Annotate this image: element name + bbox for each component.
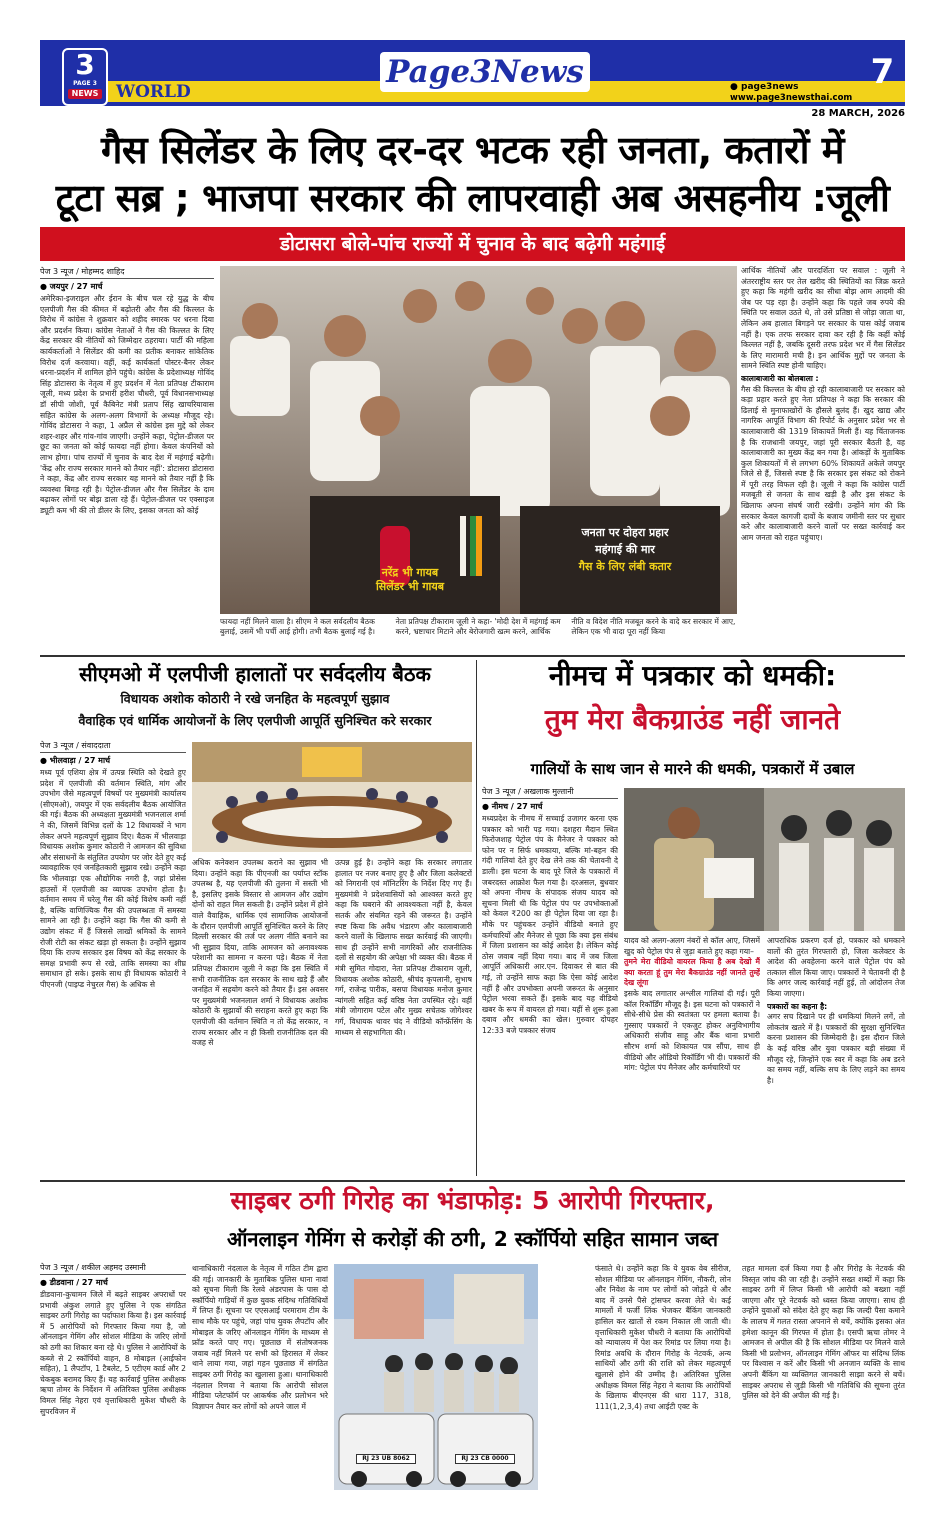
plate-2: RJ 23 CB 0000 (455, 1454, 515, 1464)
plate-1: RJ 23 UB 8062 (356, 1454, 416, 1464)
cyber-headline2: ऑनलाइन गेमिंग से करोड़ों की ठगी, 2 स्कॉर्पियो सहित सामान जब्त (226, 1227, 719, 1251)
masthead-title[interactable]: Page3News (380, 52, 590, 92)
divider-vertical (476, 660, 477, 1176)
cm-photo-meeting (192, 742, 472, 852)
neemuch-dateline: ● नीमच / 27 मार्च (482, 802, 543, 811)
cm-col3-text: उत्पन्न हुई है। उन्होंने कहा कि सरकार लगातार हालात पर नजर बनाए हुए है और जिला कलेक्टरों को निगरानी एवं मॉनिटरिंग के निर्देश दिए गए हैं। मुख्यमंत्री ने प्रदेशवासियों को आश्वस्त करते हुए कहा कि घबराने की आवश्यकता नहीं है, केवल सतर्क और संयमित रहने की जरूरत है। उन्होंने स्पष्ट किया कि अवैध भंडारण और कालाबाजारी करने वालों के खिलाफ सख्त कार्रवाई की जाएगी। साथ ही उन्होंने सभी नागरिकों और राजनीतिक दलों से सहयोग की अपेक्षा भी व्यक्त की। बैठक में मंत्री सुमित गोदारा, नेता प्रतिपक्ष टीकाराम जूली, विधायक अशोक कोठारी, श्रीचंद कृपलानी, सुभाष गर्ग, राजेन्द्र पारीक, बसपा विधायक मनोज कुमार न्यांगली सहित कई वरिष्ठ नेता उपस्थित रहे। वहीं मंत्री जोगाराम पटेल और मुख्य सचेतक जोगेश्वर गर्ग, विधायक थावर चंद ने वीडियो कॉन्फ्रेंसिंग के माध्यम से सहभागिता की। (335, 858, 472, 1037)
lead-photo-protest (220, 266, 737, 614)
logo-news: NEWS (68, 89, 102, 99)
cyber-col1 (40, 1262, 186, 1490)
neemuch-sub: गालियों के साथ जान से मारने की धमकी, पत्रकारों में उबाल (530, 760, 855, 778)
neemuch-col3 (767, 936, 905, 1176)
lead-col1 (40, 266, 214, 653)
cyber-col3-text: फंसाते थे। उन्होंने कहा कि ये युवक वेब सीरीज, सोशल मीडिया पर ऑनलाइन गेमिंग, नौकरी, लोन और निवेश के नाम पर लोगों को जोड़ते थे और बाद में उनसे पैसे ट्रांसफर करवा लेते थे। कई मामलों में फर्जी लिंक भेजकर बैंकिंग जानकारी हासिल कर खातों से रकम निकाल ली जाती थी। वृत्ताधिकारी मुकेश चौधरी ने बताया कि आरोपियों को न्यायालय में पेश कर रिमांड पर लिया गया है। रिमांड अवधि के दौरान गिरोह के नेटवर्क, अन्य साथियों और ठगी की राशि को लेकर महत्वपूर्ण खुलासे होने की उम्मीद है। अतिरिक्त पुलिस अधीक्षक विमल सिंह नेहरा ने बताया कि आरोपियों के खिलाफ बीएनएस की धारा 117, 318, 111(1,2,3,4) तथा आईटी एक्ट के (595, 1264, 731, 1411)
cyber-photo (334, 1264, 538, 1490)
neemuch-col2 (624, 936, 760, 1176)
logo-sub: PAGE 3 (73, 80, 97, 87)
cyber-byline: पेज 3 न्यूज / शकील अहमद उस्मानी (40, 1262, 186, 1275)
cyber-col1-text: डीडवाना-कुचामन जिले में बढ़ते साइबर अपराधों पर प्रभावी अंकुश लगाते हुए पुलिस ने एक संगठित साइबर ठगी गिरोह का पर्दाफाश किया है। इस कार्रवाई में 5 आरोपियों को गिरफ्तार किया गया है, जो ऑनलाइन गेमिंग और सोशल मीडिया के जरिए लोगों को ठगी का शिकार बना रहे थे। पुलिस ने आरोपियों के कब्जे से 2 स्कॉर्पियो वाहन, 8 मोबाइल (आईफोन सहित), 1 लैपटॉप, 1 टैबलेट, 5 एटीएम कार्ड और 2 चेकबुक बरामद किए हैं। यह कार्रवाई पुलिस अधीक्षक ऋचा तोमर के निर्देशन में अतिरिक्त पुलिस अधीक्षक विमल सिंह नेहरा एवं वृत्ताधिकारी मुकेश चौधरी के सुपरविजन में (40, 1290, 186, 1416)
lead-headline (40, 126, 905, 222)
neemuch-col3-text-a: आपराधिक प्रकरण दर्ज हो, पत्रकार को धमकाने वालों की तुरंत गिरफ्तारी हो, जिला कलेक्टर के आदेश की अवहेलना करने वाले पेट्रोल पंप को तत्काल सील किया जाए। पत्रकारों ने चेतावनी दी है कि अगर जल्द कार्रवाई नहीं हुई, तो आंदोलन तेज किया जाएगा। (767, 936, 905, 998)
issue-date: 28 MARCH, 2026 (811, 108, 905, 119)
cm-photo-svg (192, 742, 472, 852)
neemuch-photo (624, 788, 905, 931)
placard-2: जनता पर दोहरा प्रहार महंगाई की मार गैस के लिए लंबी कतार (578, 526, 672, 573)
cyber-col4-text: तहत मामला दर्ज किया गया है और गिरोह के नेटवर्क की विस्तृत जांच की जा रही है। उन्होंने सख्त शब्दों में कहा कि साइबर ठगी में लिप्त किसी भी आरोपी को बख्शा नहीं जाएगा और पूरे नेटवर्क को ध्वस्त किया जाएगा। साथ ही उन्होंने युवाओं को संदेश देते हुए कहा कि जल्दी पैसा कमाने के लालच में गलत रास्ता अपनाने से बचें, क्योंकि इसका अंत हमेशा कानून की गिरफ्त में होता है। एसपी ऋचा तोमर ने आमजन से अपील की है कि सोशल मीडिया पर मिलने वाले किसी भी प्रलोभन, ऑनलाइन गेमिंग ऑफर या संदिग्ध लिंक पर विश्वास न करें और किसी भी अनजान व्यक्ति के साथ अपनी बैंकिंग या व्यक्तिगत जानकारी साझा करने से बचें। साइबर अपराध से जुड़ी किसी भी गतिविधि की सूचना तुरंत पुलिस को देने की अपील की गई है। (742, 1264, 905, 1401)
masthead (40, 40, 905, 122)
lead-dateline: ● जयपुर / 27 मार्च (40, 282, 103, 291)
neemuch-col3-subtitle: पत्रकारों का कहना है: (767, 1001, 828, 1011)
neemuch-headline1: नीमच में पत्रकार को धमकी: (548, 659, 837, 692)
lead-byline: पेज 3 न्यूज / मोहम्मद शाहिद (40, 266, 214, 279)
cm-sub2: वैवाहिक एवं धार्मिक आयोजनों के लिए एलपीजी आपूर्ति सुनिश्चित करे सरकार (78, 713, 432, 728)
neemuch-col2-text-b: इसके बाद लगातार अश्लील गालियां दी गईं। पूरी कॉल रिकॉर्डिंग मौजूद है। इस घटना को पत्रकारों ने सीधे-सीधे प्रेस की स्वतंत्रता पर हमला बताया है। गुस्साए पत्रकारों ने एकजुट होकर अनुविभागीय अधिकारी संजीव साहू और बैंक थाना प्रभारी सौरभ शर्मा को शिकायत पत्र सौंपा, साथ ही वीडियो और ऑडियो रिकॉर्डिंग भी दी। पत्रकारों की मांग: पेट्रोल पंप मैनेजर और कर्मचारियों पर (624, 988, 760, 1073)
neemuch-col1-text: मध्यप्रदेश के नीमच में सच्चाई उजागर करना एक पत्रकार को भारी पड़ गया। दशहरा मैदान स्थित फिरोजशाह पेट्रोल पंप के मैनेजर ने पत्रकार को फोन पर न सिर्फ धमकाया, बल्कि मां-बहन की गंदी गालियां देते हुए देख लेने तक की चेतावनी दे डाली। इस घटना के बाद पूरे जिले के पत्रकारों में जबरदस्त आक्रोश फैल गया है। दरअसल, बुधवार को अपना नीमच के संपादक संजय यादव को सूचना मिली थी कि पेट्रोल पंप पर उपभोक्ताओं को केवल ₹200 का ही पेट्रोल दिया जा रहा है। मौके पर पहुंचकर उन्होंने वीडियो बनाते हुए कर्मचारियों और मैनेजर से पूछा कि क्या इस संबंध में जिला प्रशासन का कोई आदेश है। लेकिन कोई ठोस जवाब नहीं दिया गया। बाद में जब जिला आपूर्ति अधिकारी आर.एन. दिवाकर से बात की गई, तो उन्होंने साफ कहा कि ऐसा कोई आदेश नहीं है और उपभोक्ता अपनी जरूरत के अनुसार पेट्रोल भरवा सकते हैं। इसके बाद यह वीडियो खबर के रूप में वायरल हो गया। यहीं से शुरू हुआ दबाव और धमकी का खेल। गुरुवार दोपहर 12:33 बजे पत्रकार संजय (482, 814, 618, 1035)
neemuch-byline: पेज 3 न्यूज / अखलाक मुल्तानी (482, 786, 618, 799)
divider-cyber (40, 1180, 905, 1182)
cyber-headline1: साइबर ठगी गिरोह का भंडाफोड़: 5 आरोपी गिरफ्तार, (230, 1186, 715, 1215)
section-label: WORLD (116, 82, 191, 102)
neemuch-quote: तुमने मेरा वीडियो वायरल किया है अब देखो मैं क्या करता हूं तुम मेरा बैकग्राउंड नहीं जानते तुम्हें देख लूंगा (624, 957, 760, 988)
divider-lead (40, 655, 905, 657)
logo-number: 3 (75, 48, 95, 81)
lead-subhead: डोटासरा बोले-पांच राज्यों में चुनाव के बाद बढ़ेगी महंगाई (279, 233, 666, 255)
lead-headline-line1: गैस सिलेंडर के लिए दर-दर भटक रही जनता, कतारों में (101, 128, 844, 172)
neemuch-col2-text-a: यादव को अलग-अलग नंबरों से कॉल आए, जिसमें खुद को पेट्रोल पंप से जुड़ा बताते हुए कहा गया– (624, 936, 760, 956)
social-handle: ● page3news (730, 82, 799, 92)
lead-col3-text-a: आर्थिक नीतियों और पारदर्शिता पर सवाल : जूली ने अंतरराष्ट्रीय स्तर पर तेल खरीद की स्थितियों का जिक्र करते हुए कहा कि महंगी खरीद का सीधा बोझ आम आदमी की जेब पर पड़ रहा है। उन्होंने कहा कि पहले जब रुपये की स्थिति पर सवाल उठते थे, तो उसे प्रतिष्ठा से जोड़ा जाता था, लेकिन अब हालात बिगड़ने पर सरकार के पास कोई जवाब नहीं है। एक तरफ सरकार दावा कर रही है कि कहीं कोई किल्लत नहीं है, जबकि दूसरी तरफ प्रदेश भर में गैस सिलेंडर के लिए मारामारी मची है। इन आर्थिक मुद्दों पर जनता के सामने स्थिति स्पष्ट होनी चाहिए। (741, 266, 905, 371)
social-icon: ● (730, 82, 741, 92)
cm-byline: पेज 3 न्यूज / संवाददाता (40, 740, 186, 753)
site-url[interactable]: www.page3newsthai.com (730, 93, 853, 103)
cm-dateline: ● भीलवाड़ा / 27 मार्च (40, 756, 111, 765)
neemuch-headline2: तुम मेरा बैकग्राउंड नहीं जानते (544, 703, 841, 736)
lead-col3 (741, 266, 905, 653)
lead-col1-text: अमेरिका-इजराइल और ईरान के बीच चल रहे युद्ध के बीच एलपीजी गैस की कीमत में बढ़ोतरी और गैस की किल्लत के विरोध में कांग्रेस ने शुक्रवार को शहीद स्मारक पर धरना दिया और प्रदर्शन किया। कांग्रेस नेताओं ने गैस की किल्लत के लिए केंद्र सरकार की नीतियों को जिम्मेदार ठहराया। पार्टी की महिला कार्यकर्ताओं ने सिलेंडर की कमी का प्रतीक बनाकर सांकेतिक विरोध दर्ज करवाया। वहीं, कई कार्यकर्ता पोस्टर-बैनर लेकर धरना-प्रदर्शन में शामिल होने पहुंचे। कांग्रेस के प्रदेशाध्यक्ष गोविंद सिंह डोटासरा के नेतृत्व में हुए प्रदर्शन में नेता प्रतिपक्ष टीकाराम जूली, मध्य प्रदेश के प्रभारी हरीश चौधरी, पूर्व विधानसभाध्यक्ष डॉ सीपी जोशी, पूर्व कैबिनेट मंत्री प्रताप सिंह खाचरियावास सहित कांग्रेस के अलग-अलग विभागों के अध्यक्ष मौजूद रहे। गोविंद डोटासरा ने कहा, 1 अप्रैल से कांग्रेस इस मुद्दे को लेकर शहर-शहर और गांव-गांव जाएगी। उन्होंने कहा, पेट्रोल-डीजल पर छूट का जनता को कोई फायदा नहीं होगा। केवल कंपनियों को लाभ होगा। पांच राज्यों में चुनाव के बाद देश में महंगाई बढ़ेगी। 'केंद्र और राज्य सरकार मानने को तैयार नहीं': डोटासरा डोटासरा ने कहा, केंद्र और राज्य सरकार यह मानने को तैयार नहीं है कि व्यवस्था बिगड़ रही है। पेट्रोल-डीजल और गैस सिलेंडर के दाम बढ़ाकर लोगों पर बोझ डाला रहे हैं। पेट्रोल-डीजल पर एक्साइज ड्यूटी कम भी की तो डीलर के लिए, इसका जनता को कोई (40, 294, 214, 515)
neemuch-photo-svg (624, 788, 905, 931)
logo-badge[interactable] (62, 48, 108, 106)
lead-photo-caption: फायदा नहीं मिलने वाला है। सीएम ने कल सर्वदलीय बैठक बुलाई, उसमें भी पर्ची आई होगी। तभी बैठक बुलाई गई है। नेता प्रतिपक्ष टीकाराम जूली ने कहा- 'मोदी देश में महंगाई कम करने, भ्रष्टाचार मिटाने और बेरोजगारी खत्म करने, आर्थिक नीति व विदेश नीति मजबूत करने के वादे कर सरकार में आए, लेकिन एक भी वादा पूरा नहीं किया (220, 617, 736, 636)
neemuch-col3-text-b: अगर सच दिखाने पर ही धमकियां मिलने लगें, तो लोकतंत्र खतरे में है। पत्रकारों की सुरक्षा सुनिश्चित करना प्रशासन की जिम्मेदारी है। इस दौरान जिले के कई वरिष्ठ और युवा पत्रकार बड़ी संख्या में मौजूद रहे, जिन्होंने एक स्वर में कहा कि अब डरने का समय नहीं, बल्कि सच के लिए लड़ने का समय है। (767, 1012, 905, 1085)
lead-col3-subtitle: कालाबाजारी का बोलबाला : (741, 373, 819, 383)
cm-col2-text: अधिक कनेक्शन उपलब्ध कराने का सुझाव भी दिया। उन्होंने कहा कि पीएनजी का पर्याप्त स्टॉक उपलब्ध है, यह एलपीजी की तुलना में सस्ती भी है, इसलिए इसके विस्तार से आमजन और उद्योग दोनों को राहत मिल सकती है। उन्होंने प्रदेश में होने वाले वैवाहिक, धार्मिक एवं सामाजिक आयोजनों के दौरान एलपीजी आपूर्ति सुनिश्चित करने के लिए दिल्ली सरकार की तर्ज पर अलग नीति बनाने का भी सुझाव दिया, ताकि आमजन को अनावश्यक परेशानी का सामना न करना पड़े। बैठक में नेता प्रतिपक्ष टीकाराम जूली ने कहा कि इस स्थिति में सभी राजनीतिक दल सरकार के साथ खड़े हैं और जनहित में सहयोग करने को तैयार हैं। इस अवसर पर मुख्यमंत्री भजनलाल शर्मा ने विधायक अशोक कोठारी के सुझावों की सराहना करते हुए कहा कि एलपीजी की वर्तमान स्थिति न तो केंद्र सरकार, न राज्य सरकार और न ही किसी राजनीतिक दल की वजह से (192, 858, 328, 1048)
cm-col1-text: मध्य पूर्व एशिया क्षेत्र में उत्पन्न स्थिति को देखते हुए प्रदेश में एलपीजी की वर्तमान स्थिति, मांग और उपभोग जैसे महत्वपूर्ण विषयों पर मुख्यमंत्री कार्यालय (सीएमओ), जयपुर में एक सर्वदलीय बैठक आयोजित की गई। बैठक की अध्यक्षता मुख्यमंत्री भजनलाल शर्मा ने की, जिसमें विभिन्न दलों के 12 विधायकों ने भाग लेकर अपने महत्वपूर्ण सुझाव दिए। बैठक में भीलवाड़ा विधायक अशोक कुमार कोठारी ने आमजन की सुविधा और संसाधनों के संतुलित उपयोग पर जोर देते हुए कई व्यावहारिक एवं जनहितकारी सुझाव रखे। उन्होंने कहा कि भीलवाड़ा एक औद्योगिक नगरी है, जहां प्रोसेस हाउसों में एलपीजी का व्यापक उपभोग होता है। वर्तमान समय में घरेलू गैस की कोई विशेष कमी नहीं है, बल्कि वाणिज्यिक गैस की उपलब्धता में समस्या सामने आ रही है। उन्होंने कहा कि गैस की कमी से उद्योग संकट में हैं जिससे लाखों श्रमिकों के सामने रोजी रोटी का संकट खड़ा हो सकता है। उन्होंने सुझाव दिया कि राज्य सरकार इस विषय को केंद्र सरकार के समक्ष प्रभावी रूप से रखे, ताकि समस्या का शीघ्र समाधान हो सके। इसके साथ ही विधायक कोठारी ने पीएनजी (पाइप्ड नेचुरल गैस) के अधिक से (40, 768, 186, 989)
page-number: 7 (870, 52, 895, 92)
neemuch-col1 (482, 786, 618, 1176)
placard-1: नरेंद्र भी गायब सिलेंडर भी गायब (375, 566, 445, 593)
lead-headline-line2: टूटा सब्र ; भाजपा सरकार की लापरवाही अब असहनीय :जूली (55, 176, 890, 220)
cm-headline: सीएमओ में एलपीजी हालातों पर सर्वदलीय बैठक (79, 662, 431, 686)
cm-col1 (40, 740, 186, 1176)
cm-sub1: विधायक अशोक कोठारी ने रखे जनहित के महत्वपूर्ण सुझाव (120, 691, 390, 706)
cyber-dateline: ● डीडवाना / 27 मार्च (40, 1278, 108, 1287)
cyber-col2-text: थानाधिकारी नंदलाल के नेतृत्व में गठित टीम द्वारा की गई। जानकारी के मुताबिक पुलिस थाना नावां को सूचना मिली कि रेलवे अंडरपास के पास दो स्कॉर्पियो गाड़ियों में कुछ युवक संदिग्ध गतिविधियों में लिप्त हैं। सूचना पर एएसआई परमाराम टीम के साथ मौके पर पहुंचे, जहां पांच युवक लैपटॉप और मोबाइल के जरिए ऑनलाइन गेमिंग के माध्यम से फ्रॉड करते पाए गए। पूछताछ में संतोषजनक जवाब नहीं मिलने पर सभी को हिरासत में लेकर थाने लाया गया, जहां गहन पूछताछ में संगठित साइबर ठगी गिरोह का खुलासा हुआ। थानाधिकारी नंदलाल रिणवा ने बताया कि आरोपी सोशल मीडिया प्लेटफॉर्म पर आकर्षक और प्रलोभन भरे विज्ञापन तैयार कर लोगों को अपने जाल में (192, 1264, 328, 1411)
lead-col3-text-b: गैस की किल्लत के बीच हो रही कालाबाजारी पर सरकार को कड़ा प्रहार करते हुए नेता प्रतिपक्ष ने कहा कि सरकार की ढिलाई से मुनाफाखोरों के हौसले बुलंद हैं। खुद खाद्य और नागरिक आपूर्ति विभाग की रिपोर्ट के अनुसार प्रदेश भर से कालाबाजारी की 1319 शिकायतें मिली हैं। यह चिंताजनक है कि राजधानी जयपुर, जहां पूरी सरकार बैठती है, वह कालाबाजारी का मुख्य केंद्र बन गया है। आंकड़ों के मुताबिक कुल शिकायतों में से लगभग 60% शिकायतें अकेले जयपुर जिले से हैं, जिससे स्पष्ट है कि सरकार इस संकट को रोकने में पूरी तरह विफल रही है। जूली ने कहा कि कांग्रेस पार्टी मजबूती से जनता के साथ खड़ी है और इस संकट के खिलाफ अपना संघर्ष जारी रखेगी। उन्होंने मांग की कि सरकार केवल कागजी दावों के बजाय जमीनी स्तर पर सुधार करे और कालाबाजारी करने वालों पर सख्त कार्रवाई कर आम जनता को राहत पहुंचाए। (741, 384, 905, 542)
